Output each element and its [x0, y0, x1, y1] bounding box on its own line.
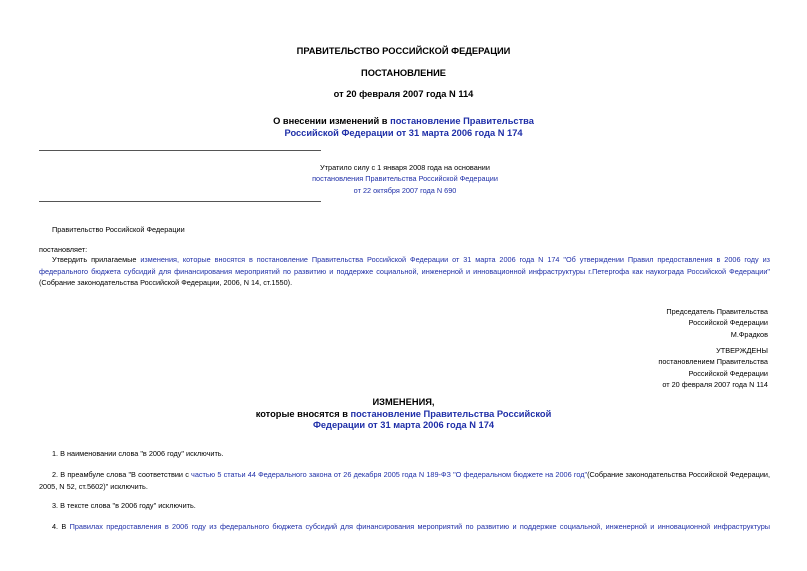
signature-line3: М.Фрадков	[730, 329, 768, 339]
approve-paragraph	[39, 254, 770, 289]
approve-tail: (Собрание законодательства Российской Федерации, 2006, N 14, ст.1550).	[39, 278, 293, 288]
item2-link[interactable]: частью 5 статьи 44 Федерального закона от 26 декабря 2005 года N 189-ФЗ "О федеральном бюджете на 2006 год"	[191, 470, 588, 479]
notice-line1: Утратило силу с 1 января 2008 года на основании	[320, 163, 490, 172]
item2-prefix: 2. В преамбуле слова "В соответствии с	[52, 470, 192, 479]
signature-block	[468, 306, 768, 340]
changes-sub-prefix: которые вносятся в	[255, 408, 351, 419]
approved-line3: Российской Федерации	[688, 368, 768, 378]
title-link-line2[interactable]: Российской Федерации от 31 марта 2006 года N 174	[284, 128, 523, 138]
change-item-4	[39, 521, 770, 533]
change-item-3: 3. В тексте слова "в 2006 году" исключить.	[52, 501, 196, 510]
change-item-2	[39, 469, 770, 492]
changes-heading-block	[0, 397, 807, 432]
approved-line2: постановлением Правительства	[658, 357, 768, 367]
decides-label: постановляет:	[39, 245, 88, 254]
title-link-line1[interactable]: постановление Правительства	[390, 116, 534, 126]
changes-sub-link2[interactable]: Федерации от 31 марта 2006 года N 174	[312, 420, 495, 430]
changes-sub-link1[interactable]: постановление Правительства Российской	[350, 408, 552, 419]
document-title	[0, 115, 807, 139]
approved-line4: от 20 февраля 2007 года N 114	[662, 379, 768, 389]
approved-line1: УТВЕРЖДЕНЫ	[716, 346, 768, 355]
doc-type-heading: ПОСТАНОВЛЕНИЕ	[361, 68, 446, 78]
signature-line2: Российской Федерации	[688, 318, 768, 328]
notice-link-line2[interactable]: от 22 октября 2007 года N 690	[353, 185, 457, 195]
repeal-notice	[260, 162, 550, 196]
approve-link[interactable]: изменения, которые вносятся в постановление Правительства Российской Федерации от 31 марта 2006 года N 174 "Об утверждении Правил предоставления в 2006 году из федерального бюджета субсидий для финансирования мероприятий по развитию и поддержке социальной, инженерной и инновационной инфраструктуры г.Петергофа как наукограда Российской Федерации"	[39, 255, 771, 276]
change-item-1: 1. В наименовании слова "в 2006 году" исключить.	[52, 449, 224, 458]
signature-line1: Председатель Правительства	[666, 307, 768, 316]
notice-link-line1[interactable]: постановления Правительства Российской Федерации	[312, 174, 498, 184]
government-heading: ПРАВИТЕЛЬСТВО РОССИЙСКОЙ ФЕДЕРАЦИИ	[296, 46, 511, 56]
divider-bottom	[39, 201, 321, 202]
item4-link[interactable]: Правилах предоставления в 2006 году из федерального бюджета субсидий для финансирования мероприятий по развитию и поддержке социальной, инженерной и инновационной инфраструктуры	[69, 522, 770, 531]
approve-text: Утвердить прилагаемые	[52, 255, 141, 264]
item2-tail: (Собрание законодательства Российской Федерации, 2005, N 52, ст.5602)" исключить.	[39, 470, 770, 491]
divider-top	[39, 150, 321, 151]
changes-heading: ИЗМЕНЕНИЯ,	[372, 397, 435, 407]
title-prefix: О внесении изменений в	[273, 116, 391, 126]
approved-block	[468, 345, 768, 390]
date-number: от 20 февраля 2007 года N 114	[333, 89, 474, 99]
item4-prefix: 4. В	[52, 522, 70, 531]
government-label: Правительство Российской Федерации	[52, 225, 185, 234]
